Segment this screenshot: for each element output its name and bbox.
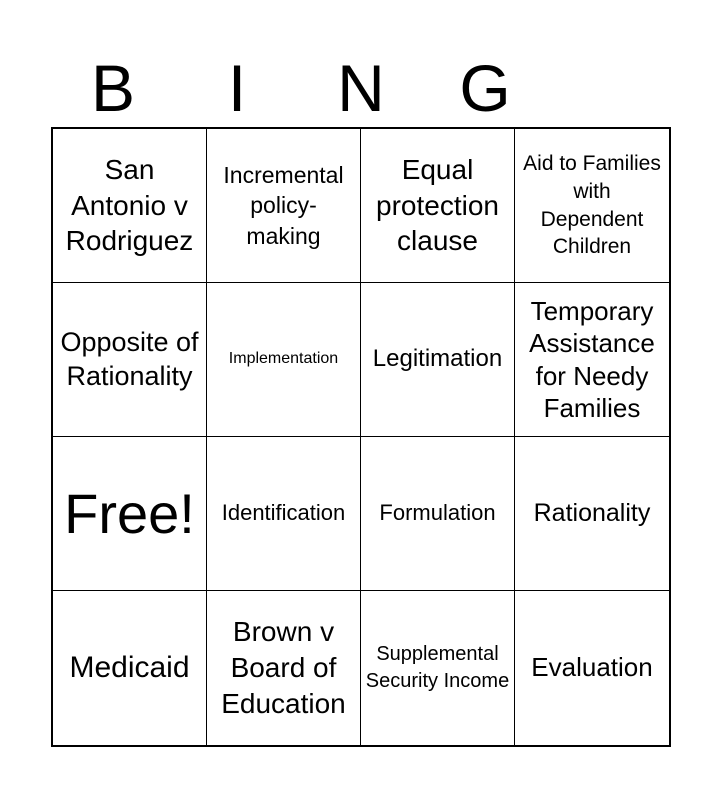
header-letter-n: N [337,51,385,125]
cell-text: Brown v Board of Education [221,616,346,719]
cell-text: Free! [64,481,195,545]
bingo-cell[interactable] [53,591,207,745]
bingo-cell[interactable] [207,591,361,745]
cell-text: Legitimation [372,345,503,373]
cell-text: Incremental policy-making [223,161,344,249]
bingo-cell[interactable] [515,591,669,745]
bingo-cell[interactable] [53,129,207,283]
bingo-cell[interactable] [361,437,515,591]
bingo-cell[interactable] [515,437,669,591]
cell-text: Identification [221,500,346,526]
bingo-cell[interactable] [515,283,669,437]
cell-text: Rationality [533,499,651,528]
bingo-cell[interactable] [361,129,515,283]
cell-text: Equal protection clause [376,153,499,257]
bingo-cell[interactable] [207,129,361,283]
cell-text: Aid to Families with Dependent Children [523,152,661,259]
header-letter-b: B [90,51,136,125]
cell-text: Supplemental Security Income [365,643,510,692]
bingo-cell[interactable] [361,283,515,437]
bingo-free-cell[interactable] [53,437,207,591]
cell-text: Evaluation [531,652,653,683]
header-letter-g: G [459,51,511,125]
cell-text: Opposite of Rationality [60,327,199,391]
header-letter-i: I [227,51,247,125]
bingo-cell[interactable] [207,437,361,591]
bingo-board [51,127,671,747]
cell-text: Formulation [379,500,496,526]
bingo-cell[interactable] [515,129,669,283]
cell-text: Temporary Assistance for Needy Families [529,295,655,423]
cell-text: Medicaid [69,650,190,684]
cell-text: San Antonio v Rodriguez [65,153,194,257]
bingo-cell[interactable] [207,283,361,437]
bingo-header [51,48,671,128]
bingo-cell[interactable] [53,283,207,437]
cell-text: Implementation [228,350,339,368]
header-letter-o [547,48,671,128]
bingo-cell[interactable] [361,591,515,745]
